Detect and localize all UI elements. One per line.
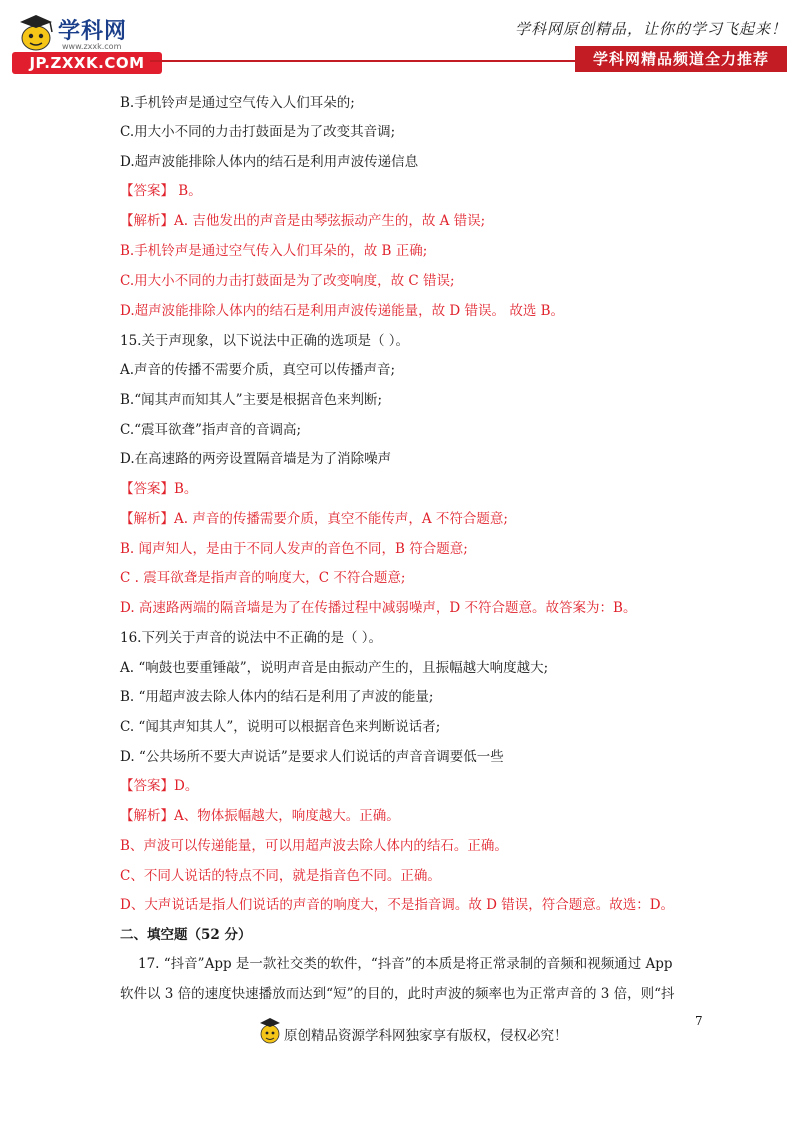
logo-url: www.zxxk.com xyxy=(62,42,122,51)
answer-line: C . 震耳欲聋是指声音的响度大，C 不符合题意; xyxy=(120,570,406,586)
answer-line: 【解析】A. 声音的传播需要介质，真空不能传声，A 不符合题意; xyxy=(120,511,508,527)
question-line: 17. “抖音”App 是一款社交类的软件，“抖音”的本质是将正常录制的音频和视频通过 App xyxy=(138,956,673,972)
logo-bar: JP.ZXXK.COM xyxy=(12,52,162,74)
mascot-icon xyxy=(14,12,58,52)
page-number: 7 xyxy=(695,1014,703,1028)
answer-line: 【解析】A. 吉他发出的声音是由琴弦振动产生的，故 A 错误; xyxy=(120,213,486,229)
answer-line: 【答案】 B。 xyxy=(120,183,202,199)
logo-title: 学科网 xyxy=(58,19,128,44)
question-line: 16.下列关于声音的说法中不正确的是（ ）。 xyxy=(120,630,383,646)
answer-line: D、大声说话是指人们说话的声音的响度大，不是指音调。故 D 错误，符合题意。故选：D。 xyxy=(120,897,675,913)
answer-line: B、声波可以传递能量，可以用超声波去除人体内的结石。正确。 xyxy=(120,838,508,854)
section-heading: 二、填空题（52 分） xyxy=(120,927,252,943)
answer-line: C.用大小不同的力击打鼓面是为了改变响度，故 C 错误; xyxy=(120,273,455,289)
header-slogan: 学科网原创精品，让你的学习飞起来！ xyxy=(515,20,788,38)
header-banner: 学科网精品频道全力推荐 xyxy=(575,46,787,72)
page-footer xyxy=(258,1016,598,1046)
header-divider xyxy=(150,60,575,62)
question-line: C.“震耳欲聋”指声音的音调高; xyxy=(120,422,301,438)
answer-line: 【解析】A、物体振幅越大，响度越大。正确。 xyxy=(120,808,400,824)
copyright-text: 原创精品资源学科网独家享有版权，侵权必究！ xyxy=(284,1028,568,1044)
answer-line: B.手机铃声是通过空气传入人们耳朵的，故 B 正确; xyxy=(120,243,428,259)
answer-line: D.超声波能排除人体内的结石是利用声波传递能量，故 D 错误。 故选 B。 xyxy=(120,303,565,319)
mascot-icon xyxy=(258,1016,282,1044)
question-line: C.用大小不同的力击打鼓面是为了改变其音调; xyxy=(120,124,396,140)
question-line: D.超声波能排除人体内的结石是利用声波传递信息 xyxy=(120,154,419,170)
answer-line: D. 高速路两端的隔音墙是为了在传播过程中减弱噪声，D 不符合题意。故答案为：B。 xyxy=(120,600,637,616)
question-line: A. “响鼓也要重锤敲”，说明声音是由振动产生的，且振幅越大响度越大; xyxy=(120,660,549,676)
question-line: B.手机铃声是通过空气传入人们耳朵的; xyxy=(120,95,355,111)
question-line: B.“闻其声而知其人”主要是根据音色来判断; xyxy=(120,392,383,408)
page-header xyxy=(0,0,800,80)
zxxk-logo xyxy=(12,12,162,74)
question-line: C. “闻其声知其人”，说明可以根据音色来判断说话者; xyxy=(120,719,441,735)
answer-line: 【答案】B。 xyxy=(120,481,198,497)
question-line: 15.关于声现象，以下说法中正确的选项是（ ）。 xyxy=(120,333,410,349)
question-line: D.在高速路的两旁设置隔音墙是为了消除噪声 xyxy=(120,451,392,467)
question-line: 软件以 3 倍的速度快速播放而达到“短”的目的，此时声波的频率也为正常声音的 3 倍，则“抖 xyxy=(120,986,675,1002)
question-line: B. “用超声波去除人体内的结石是利用了声波的能量; xyxy=(120,689,434,705)
question-line: D. “公共场所不要大声说话”是要求人们说话的声音音调要低一些 xyxy=(120,749,504,765)
answer-line: B. 闻声知人，是由于不同人发声的音色不同，B 符合题意; xyxy=(120,541,468,557)
question-line: A.声音的传播不需要介质，真空可以传播声音; xyxy=(120,362,396,378)
answer-line: C、不同人说话的特点不同，就是指音色不同。正确。 xyxy=(120,868,441,884)
answer-line: 【答案】D。 xyxy=(120,778,199,794)
